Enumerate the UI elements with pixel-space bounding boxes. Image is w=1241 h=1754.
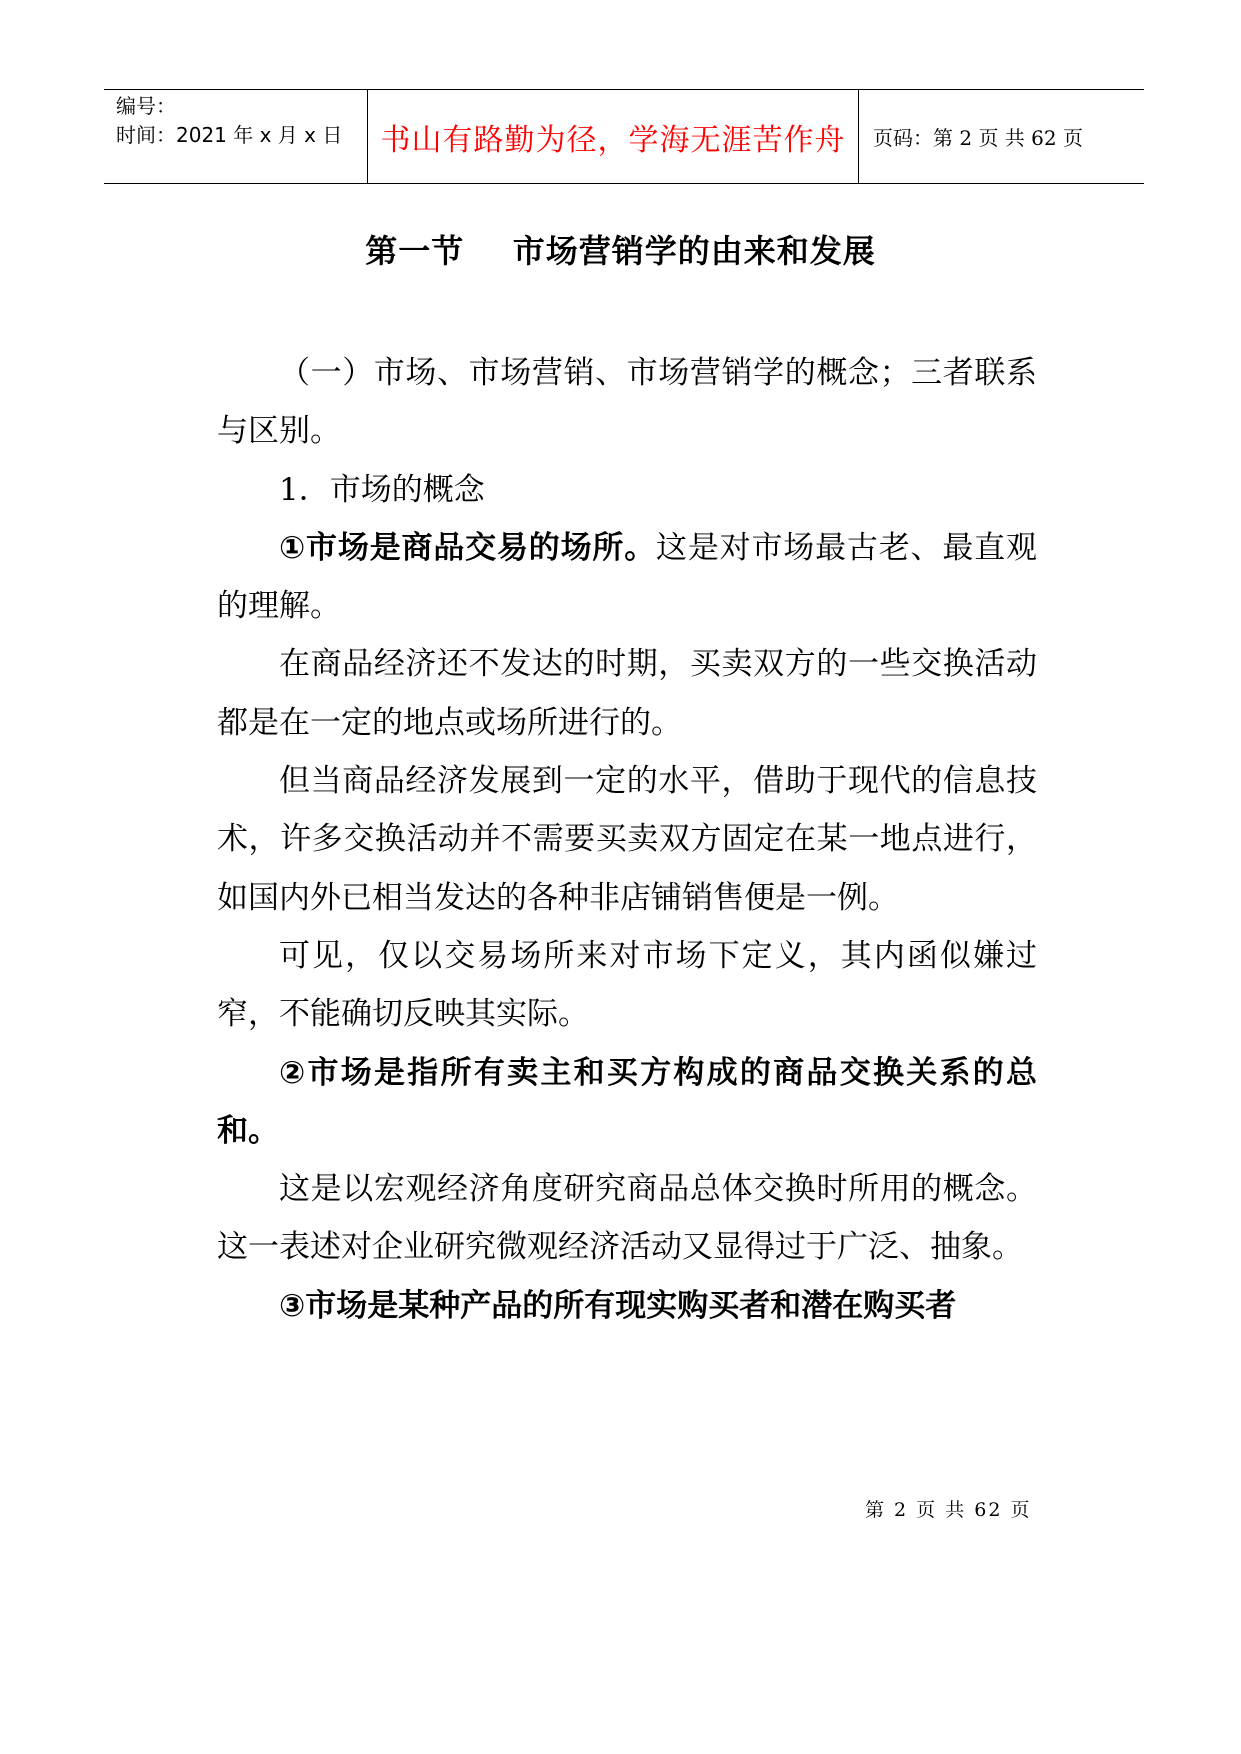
document-body: [217, 344, 1037, 1335]
definition-1-lead: ①市场是商品交易的场所。: [279, 529, 657, 566]
paragraph-market-concept-heading: 1．市场的概念: [279, 471, 485, 508]
paragraph-early-exchange: 在商品经济还不发达的时期，买卖双方的一些交换活动都是在一定的地点或场所进行的。: [217, 646, 1037, 741]
paragraph-conclusion: 可见，仅以交易场所来对市场下定义，其内函似嫌过窄，不能确切反映其实际。: [217, 937, 1037, 1033]
paragraph-definition-2: ②市场是指所有卖主和买方构成的商品交换关系的总和。: [217, 1054, 1037, 1149]
paragraph-macro-view: 这是以宏观经济角度研究商品总体交换时所用的概念。这一表述对企业研究微观经济活动又显得过于广泛、抽象。: [217, 1171, 1037, 1266]
section-title: 第一节 市场营销学的由来和发展: [365, 232, 876, 270]
number-label: 编号：: [116, 94, 176, 118]
paragraph-concepts-heading: （一）市场、市场营销、市场营销学的概念；三者联系与区别。: [217, 355, 1037, 450]
page-header: [104, 89, 1144, 184]
paragraph-modern-exchange: 但当商品经济发展到一定的水平，借助于现代的信息技术，许多交换活动并不需要买卖双方固定在某一地点进行，如国内外已相当发达的各种非店铺销售便是一例。: [217, 763, 1037, 916]
time-label: 时间：2021 年 x 月 x 日: [116, 123, 343, 147]
page-footer: 第 2 页 共 62 页: [865, 1499, 1032, 1521]
header-page-code: 页码：第 2 页 共 62 页: [873, 126, 1083, 150]
header-meta: [104, 90, 368, 183]
header-motto: 书山有路勤为径，学海无涯苦作舟: [368, 90, 859, 183]
paragraph-definition-1: [217, 519, 1037, 636]
paragraph-definition-3: ③市场是某种产品的所有现实购买者和潜在购买者: [279, 1287, 957, 1324]
definition-1-rest: 这是对市场最古老、最直观的理解。: [217, 529, 1037, 625]
